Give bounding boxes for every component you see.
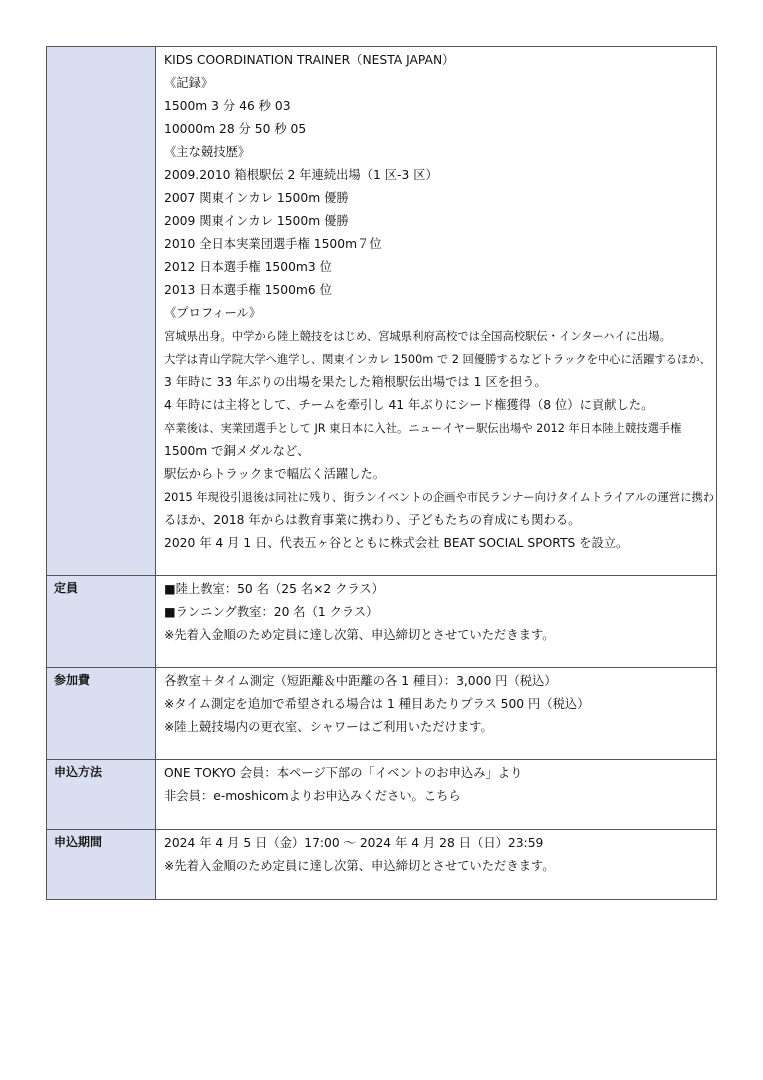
content-line: 《プロフィール》 <box>164 306 262 320</box>
content-line: ONE TOKYO 会員：本ページ下部の「イベントのお申込み」より <box>164 766 523 780</box>
content-line: 2015 年現役引退後は同社に残り、街ランイベントの企画や市民ランナー向けタイムトライアルの運営に携わ <box>164 491 715 504</box>
content-line: 2009.2010 箱根駅伝 2 年連続出場（1 区-3 区） <box>164 168 438 182</box>
content-line: 1500m 3 分 46 秒 03 <box>164 99 291 113</box>
content-line: ※先着入金順のため定員に達し次第、申込締切とさせていただきます。 <box>164 859 555 873</box>
row-label-cell <box>47 760 156 830</box>
table-row-profile <box>47 47 717 576</box>
content-line: 2007 関東インカレ 1500m 優勝 <box>164 191 349 205</box>
content-line: 《主な競技歴》 <box>164 145 251 159</box>
content-line: KIDS COORDINATION TRAINER（NESTA JAPAN） <box>164 53 455 67</box>
content-line: 大学は青山学院大学へ進学し、関東インカレ 1500m で 2 回優勝するなどトラックを中心に活躍するほか、 <box>164 353 711 366</box>
content-line: 2020 年 4 月 1 日、代表五ヶ谷とともに株式会社 BEAT SOCIAL SPORTS を設立。 <box>164 536 629 550</box>
content-line: 2024 年 4 月 5 日（金）17:00 ～ 2024 年 4 月 28 日（日）23:59 <box>164 836 544 850</box>
content-line: 10000m 28 分 50 秒 05 <box>164 122 307 136</box>
row-label-cell <box>47 668 156 760</box>
row-label-cell <box>47 830 156 900</box>
content-line: 卒業後は、実業団選手として JR 東日本に入社。ニューイヤー駅伝出場や 2012 年日本陸上競技選手権 <box>164 422 682 435</box>
row-content-cell <box>156 760 717 830</box>
content-line: 1500m で銅メダルなど、 <box>164 444 310 458</box>
row-label-cell <box>47 576 156 668</box>
row-content-cell <box>156 576 717 668</box>
content-line: 《記録》 <box>164 76 214 90</box>
content-line: 4 年時には主将として、チームを牽引し 41 年ぶりにシード権獲得（8 位）に貢献した。 <box>164 398 654 412</box>
row-label-cell <box>47 47 156 576</box>
row-label-application-method: 申込方法 <box>54 765 103 779</box>
row-label-application-period: 申込期間 <box>54 835 103 849</box>
row-content-cell <box>156 668 717 760</box>
content-line: 2013 日本選手権 1500m6 位 <box>164 283 332 297</box>
content-line: 各教室＋タイム測定（短距離＆中距離の各 1 種目）：3,000 円（税込） <box>164 674 557 688</box>
row-label-fee: 参加費 <box>54 673 91 687</box>
content-line: ※タイム測定を追加で希望される場合は 1 種目あたりプラス 500 円（税込） <box>164 697 590 711</box>
content-line: 3 年時に 33 年ぶりの出場を果たした箱根駅伝出場では 1 区を担う。 <box>164 375 547 389</box>
content-line: るほか、2018 年からは教育事業に携わり、子どもたちの育成にも関わる。 <box>164 513 581 527</box>
table-row-capacity <box>47 576 717 668</box>
table-row-application-period <box>47 830 717 900</box>
content-line: 宮城県出身。中学から陸上競技をはじめ、宮城県利府高校では全国高校駅伝・インターハイに出場。 <box>164 330 671 343</box>
content-line: ■陸上教室：50 名（25 名×2 クラス） <box>164 582 384 596</box>
content-line: 2009 関東インカレ 1500m 優勝 <box>164 214 349 228</box>
content-line: 駅伝からトラックまで幅広く活躍した。 <box>164 467 386 481</box>
content-line: ■ランニング教室：20 名（1 クラス） <box>164 605 379 619</box>
row-label <box>47 47 155 48</box>
content-line: ※陸上競技場内の更衣室、シャワーはご利用いただけます。 <box>164 720 493 734</box>
table-row-fee <box>47 668 717 760</box>
row-label-capacity: 定員 <box>54 581 79 595</box>
content-line: ※先着入金順のため定員に達し次第、申込締切とさせていただきます。 <box>164 628 555 642</box>
content-line: 2010 全日本実業団選手権 1500m７位 <box>164 237 382 251</box>
table-row-application-method <box>47 760 717 830</box>
content-line: 2012 日本選手権 1500m3 位 <box>164 260 332 274</box>
row-content-cell <box>156 47 717 576</box>
row-content-cell <box>156 830 717 900</box>
info-table <box>46 46 717 900</box>
content-line-application-link[interactable]: 非会員：e-moshicomよりお申込みください。こちら <box>164 789 461 803</box>
